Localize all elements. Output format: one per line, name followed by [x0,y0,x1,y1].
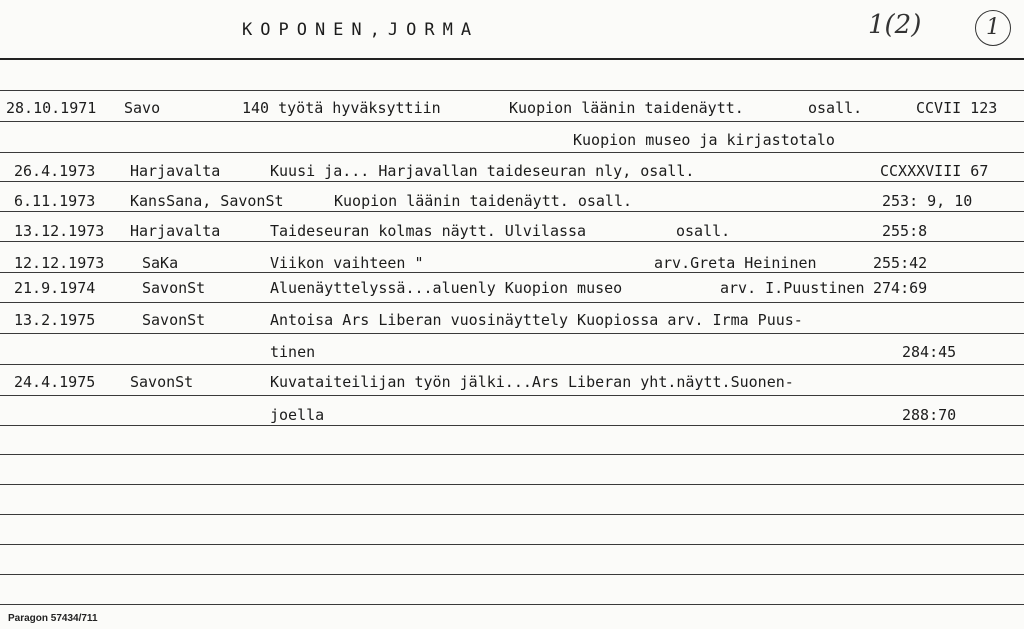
entry-note: arv. I.Puustinen [720,279,865,297]
rule-line [0,574,1024,575]
rule-line [0,152,1024,153]
entry-date: 13.12.1973 [14,222,105,240]
rule-line [0,395,1024,396]
entry-text: Kuvataiteilijan työn jälki...Ars Liberan yht.näytt.Suonen- [270,373,794,391]
entry-ref: 255:42 [873,254,928,272]
rule-line [0,302,1024,303]
entry-ref: 284:45 [902,343,957,361]
entry-text: Kuusi ja... Harjavallan taideseuran nly, osall. [270,162,695,180]
entry-text: 140 työtä hyväksyttiin [242,99,441,117]
entry-ref: CCVII 123 [916,99,998,117]
entry-source: Harjavalta [130,162,221,180]
page-mark: 1(2) [868,10,922,40]
rule-line [0,181,1024,182]
rule-line [0,272,1024,273]
rule-line [0,333,1024,334]
entry-source: Harjavalta [130,222,221,240]
rule-line [0,604,1024,605]
entry-date: 26.4.1973 [14,162,96,180]
entry-ref: 253: 9, 10 [882,192,973,210]
entry-note: osall. [676,222,731,240]
entry-ref: 255:8 [882,222,928,240]
entry-source: KansSana, SavonSt [130,192,284,210]
circled-mark: 1 [975,10,1011,46]
entry-date: 28.10.1971 [6,99,97,117]
entry-source: Savo [124,99,161,117]
rule-line [0,454,1024,455]
entry-source: SaKa [142,254,179,272]
entry-source: SavonSt [142,311,206,329]
rule-line [0,241,1024,242]
card-name: KOPONEN,JORMA [242,20,480,40]
entry-ref: 274:69 [873,279,928,297]
rule-line [0,121,1024,122]
rule-line [0,425,1024,426]
rule-line [0,364,1024,365]
entry-text: Kuopion läänin taidenäytt. [509,99,744,117]
rule-line [0,544,1024,545]
entry-continuation: Kuopion museo ja kirjastotalo [573,131,835,149]
entry-source: SavonSt [142,279,206,297]
entry-ref: CCXXXVIII 67 [880,162,989,180]
entry-note: arv.Greta Heininen [654,254,817,272]
rule-line [0,514,1024,515]
card-footer: Paragon 57434/711 [8,613,98,624]
entry-text-continuation: joella [270,406,325,424]
entry-ref: 288:70 [902,406,957,424]
entry-date: 13.2.1975 [14,311,96,329]
rule-line [0,58,1024,60]
entry-date: 6.11.1973 [14,192,96,210]
entry-date: 21.9.1974 [14,279,96,297]
entry-text-continuation: tinen [270,343,316,361]
entry-text: Taideseuran kolmas näytt. Ulvilassa [270,222,587,240]
rule-line [0,90,1024,91]
entry-text: Aluenäyttelyssä...aluenly Kuopion museo [270,279,623,297]
entry-note: osall. [808,99,863,117]
entry-date: 12.12.1973 [14,254,105,272]
rule-line [0,484,1024,485]
entry-text: Viikon vaihteen " [270,254,424,272]
rule-line [0,211,1024,212]
entry-text: Kuopion läänin taidenäytt. osall. [334,192,633,210]
entry-text: Antoisa Ars Liberan vuosinäyttely Kuopiossa arv. Irma Puus- [270,311,803,329]
entry-date: 24.4.1975 [14,373,96,391]
entry-source: SavonSt [130,373,194,391]
